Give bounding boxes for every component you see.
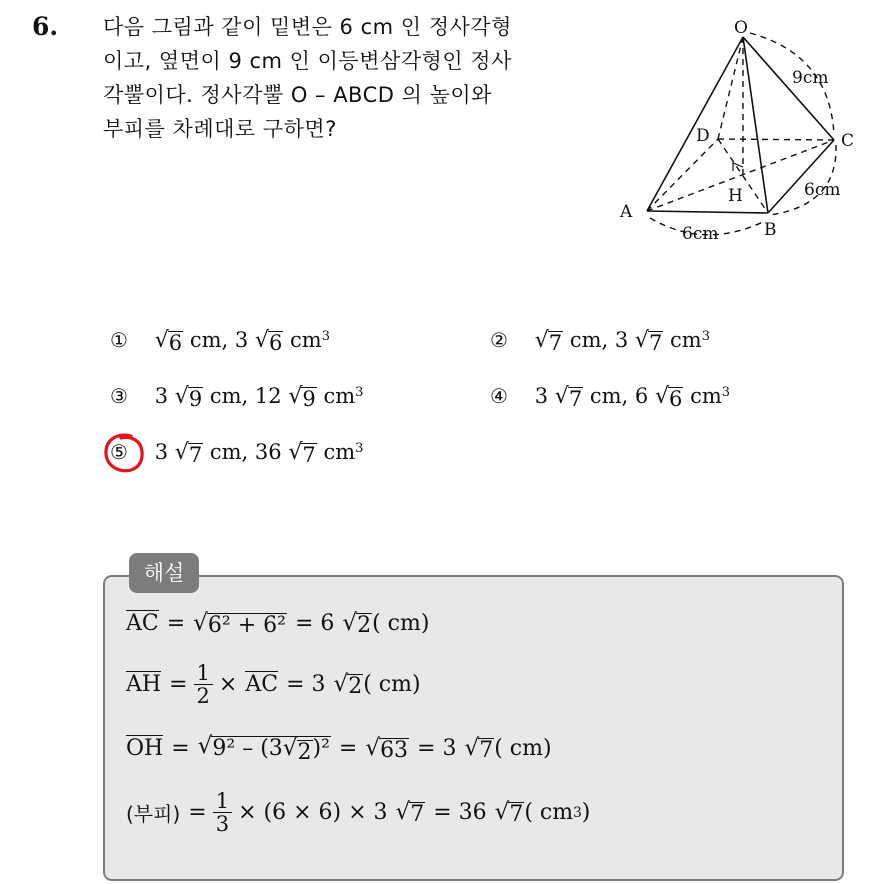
sqrt: √ 6² + 6² xyxy=(193,610,286,638)
unit: ( cm xyxy=(524,800,574,826)
sqrt: √ 2 xyxy=(333,671,363,699)
segment: OH xyxy=(126,736,164,762)
edge-ad xyxy=(647,139,718,211)
question-line: 부피를 차례대로 구하면? xyxy=(103,117,337,141)
coefficient: 6 xyxy=(634,384,649,408)
choice-3[interactable] xyxy=(110,384,363,410)
coefficient: 3 xyxy=(154,384,169,408)
segment: AC xyxy=(126,611,159,637)
edge-oc xyxy=(743,37,834,140)
unit: cm, xyxy=(189,328,229,352)
exponent: 3 xyxy=(355,384,364,400)
sqrt: √ 7 xyxy=(174,440,203,467)
unit: cm, xyxy=(209,384,249,408)
sqrt: √ 6 xyxy=(654,384,683,411)
choice-4[interactable] xyxy=(490,384,730,410)
sqrt: √ 7 xyxy=(554,384,583,411)
choice-5[interactable] xyxy=(110,440,363,466)
sqrt: √ 7 xyxy=(288,440,316,467)
sqrt: √ 63 xyxy=(365,735,409,763)
unit: ( cm) xyxy=(363,672,421,698)
equals: = xyxy=(166,611,186,637)
coefficient: 36 xyxy=(254,440,282,464)
coefficient: 12 xyxy=(254,384,282,408)
question-line: 이고, 옆면이 9 cm 인 이등변삼각형인 정사 xyxy=(103,49,512,73)
solution-line-4 xyxy=(126,790,590,835)
unit: cm, xyxy=(589,384,629,408)
base-length-label-bottom: 6cm xyxy=(682,224,719,244)
unit: ( cm) xyxy=(494,736,552,762)
sqrt: √ 6 xyxy=(254,328,283,355)
unit: cm, xyxy=(569,328,609,352)
coefficient: 3 xyxy=(534,384,549,408)
coefficient: 3 xyxy=(234,328,249,352)
question-line: 각뿔이다. 정사각뿔 O – ABCD 의 높이와 xyxy=(103,83,492,107)
unit: cm xyxy=(690,384,722,408)
pyramid-figure xyxy=(610,15,870,250)
segment: AC xyxy=(245,672,279,698)
choice-mark: ② xyxy=(490,328,508,352)
coefficient: 3 xyxy=(154,440,169,464)
equals: = xyxy=(169,672,188,698)
solution-line-1 xyxy=(126,610,429,637)
choice-mark: ④ xyxy=(490,384,508,408)
sqrt: √ 7 xyxy=(534,328,563,355)
choice-mark: ⑤ xyxy=(110,440,128,464)
expression: × (6 × 6) × 3 xyxy=(238,800,388,826)
point-label-h: H xyxy=(728,186,743,206)
fraction: $\frac{1}{2}$ xyxy=(194,662,213,707)
unit: ( cm) xyxy=(372,611,430,637)
fraction: $\frac{1}{3}$ xyxy=(213,790,232,835)
expression: = 6 xyxy=(294,611,335,637)
choice-mark: ③ xyxy=(110,384,128,408)
base-length-label-right: 6cm xyxy=(804,180,841,200)
edge-oa xyxy=(647,37,743,211)
vertex-label-c: C xyxy=(841,131,855,151)
sqrt: √ 7 xyxy=(634,328,663,355)
choice-2[interactable] xyxy=(490,328,710,354)
expression: = 36 xyxy=(433,800,487,826)
selected-answer-circle-icon xyxy=(101,430,147,476)
sqrt: √ 9 xyxy=(288,384,316,411)
exponent: 3 xyxy=(573,804,582,821)
solution-tag: 해설 xyxy=(129,553,199,593)
sqrt: √ 6 xyxy=(154,328,183,355)
edge-length-label: 9cm xyxy=(792,68,829,88)
exponent: 3 xyxy=(721,384,731,400)
exponent: 3 xyxy=(321,328,331,344)
edge-bc xyxy=(768,140,834,213)
edge-ob xyxy=(743,37,768,213)
question-line: 다음 그림과 같이 밑변은 6 cm 인 정사각형 xyxy=(103,15,512,39)
sqrt: √ 2 xyxy=(342,610,372,638)
unit: cm, xyxy=(209,440,249,464)
exponent: 3 xyxy=(701,328,711,344)
edge-od xyxy=(718,37,743,139)
solution-line-2 xyxy=(126,662,421,707)
question-number: 6. xyxy=(32,12,59,41)
coefficient: 3 xyxy=(614,328,629,352)
equals: = xyxy=(188,800,207,826)
close-paren: ) xyxy=(581,800,591,826)
unit: cm xyxy=(323,384,356,408)
equals: = xyxy=(338,736,358,762)
sqrt: √ 7 xyxy=(494,799,524,827)
solution-line-3 xyxy=(126,733,552,764)
unit: cm xyxy=(670,328,702,352)
sqrt: √ 7 xyxy=(395,799,425,827)
unit: cm xyxy=(290,328,322,352)
expression: = 3 xyxy=(286,672,326,698)
vertex-label-a: A xyxy=(620,202,633,222)
vertex-label-d: D xyxy=(696,126,710,146)
segment: AH xyxy=(126,672,162,698)
vertex-label-o: O xyxy=(734,18,748,38)
expression: = 3 xyxy=(417,736,457,762)
question-text xyxy=(103,10,603,146)
exponent: 3 xyxy=(355,440,364,456)
sqrt: √ 9 xyxy=(174,384,203,411)
edge-ab xyxy=(647,211,768,213)
times: × xyxy=(218,672,238,698)
sqrt: √ 9² – (3 √ 2 )² xyxy=(197,733,330,765)
edge-dc xyxy=(718,139,834,140)
sqrt: √ 7 xyxy=(464,735,494,763)
choice-mark: ① xyxy=(110,328,128,352)
choice-1[interactable] xyxy=(110,328,330,354)
vertex-label-b: B xyxy=(764,220,777,240)
equals: = xyxy=(171,736,190,762)
unit: cm xyxy=(323,440,356,464)
volume-label: (부피) xyxy=(126,802,181,827)
